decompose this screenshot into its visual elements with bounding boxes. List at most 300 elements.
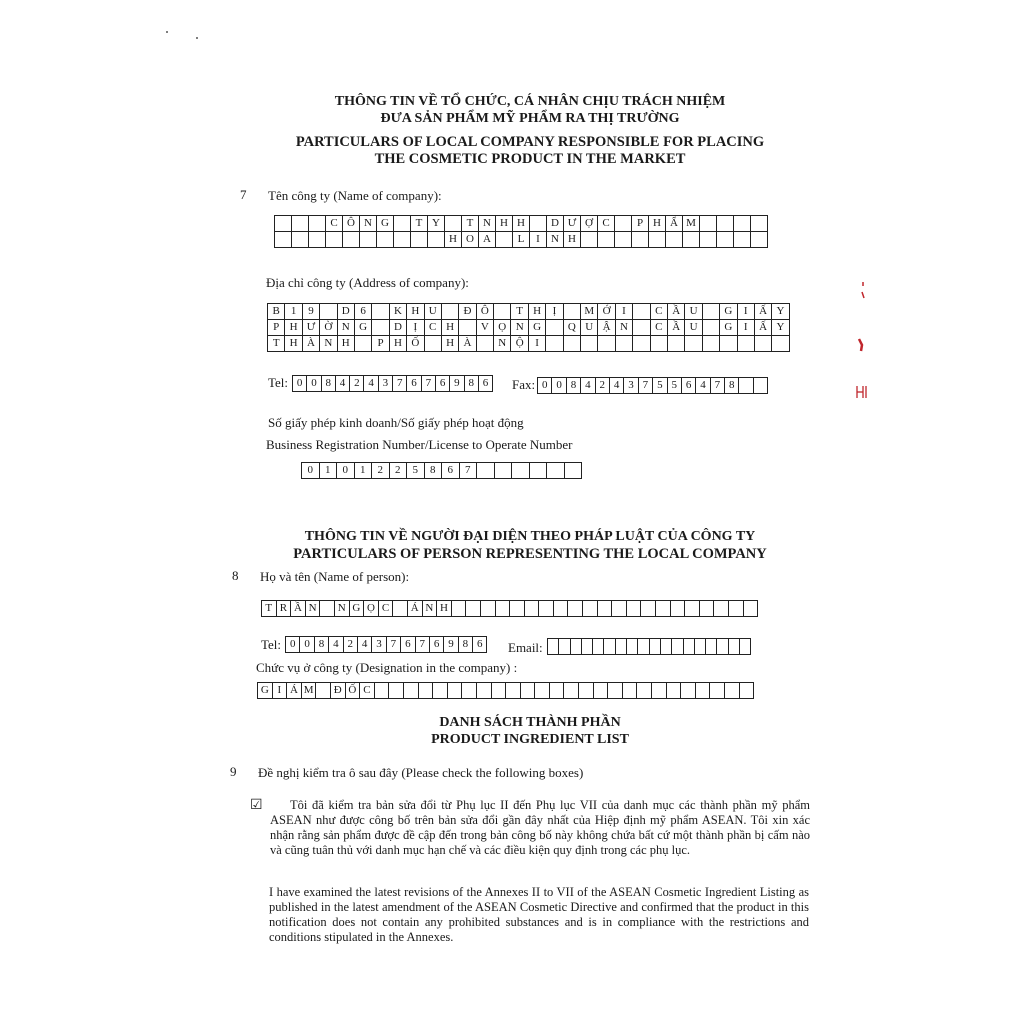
letter-box xyxy=(465,600,481,617)
letter-box xyxy=(553,600,569,617)
letter-box xyxy=(650,335,668,352)
letter-box xyxy=(524,600,540,617)
letter-box xyxy=(393,215,411,232)
letter-box: 5 xyxy=(667,377,682,394)
letter-box xyxy=(432,682,448,699)
letter-box: G xyxy=(257,682,273,699)
letter-box: Ẩ xyxy=(665,215,683,232)
letter-box: Y xyxy=(771,303,789,320)
letter-box: 4 xyxy=(357,636,372,653)
letter-box: 8 xyxy=(458,636,473,653)
letter-box: I xyxy=(615,303,633,320)
letter-box: 5 xyxy=(406,462,425,479)
item-number-9: 9 xyxy=(230,764,237,779)
letter-box: 8 xyxy=(724,377,739,394)
letter-box xyxy=(702,335,720,352)
letter-box: H xyxy=(406,303,424,320)
letter-box: R xyxy=(276,600,292,617)
letter-box: Ư xyxy=(563,215,581,232)
company-title-en-1: PARTICULARS OF LOCAL COMPANY RESPONSIBLE FOR PLACING xyxy=(295,134,765,150)
letter-box: 7 xyxy=(386,636,401,653)
letter-box xyxy=(724,682,740,699)
letter-box xyxy=(754,335,772,352)
letter-box xyxy=(632,303,650,320)
letter-box: G xyxy=(354,319,372,336)
letter-box: Ầ xyxy=(290,600,306,617)
grid-row xyxy=(268,336,790,352)
letter-box xyxy=(597,231,615,248)
letter-box xyxy=(291,231,309,248)
license-label-en: Business Registration Number/License to Operate Number xyxy=(266,437,573,452)
item-number-7: 7 xyxy=(240,187,247,202)
letter-box: 2 xyxy=(389,462,408,479)
letter-box: 6 xyxy=(472,636,487,653)
letter-box: 6 xyxy=(435,375,450,392)
letter-box xyxy=(737,335,755,352)
letter-box: 4 xyxy=(580,377,595,394)
letter-box: 0 xyxy=(551,377,566,394)
letter-box: N xyxy=(319,335,337,352)
letter-box: H xyxy=(436,600,452,617)
letter-box: H xyxy=(441,335,459,352)
letter-box: N xyxy=(510,319,528,336)
letter-box xyxy=(750,215,768,232)
letter-box: P xyxy=(267,319,285,336)
letter-box: Đ xyxy=(330,682,346,699)
grid-row xyxy=(268,304,790,320)
letter-box xyxy=(319,600,335,617)
letter-box: 6 xyxy=(400,636,415,653)
letter-box: 0 xyxy=(285,636,300,653)
letter-box: 4 xyxy=(363,375,378,392)
letter-box xyxy=(582,600,598,617)
letter-box: Ấ xyxy=(754,303,772,320)
letter-box: Ô xyxy=(342,215,360,232)
letter-box xyxy=(359,231,377,248)
letter-box: Á xyxy=(407,600,423,617)
letter-box: 4 xyxy=(335,375,350,392)
letter-box: N xyxy=(615,319,633,336)
letter-box xyxy=(665,231,683,248)
letter-box xyxy=(699,600,715,617)
letter-box: 8 xyxy=(321,375,336,392)
ingredients-title-vi: DANH SÁCH THÀNH PHẦN xyxy=(439,715,621,730)
scan-speck xyxy=(196,37,198,39)
person-name-label: Họ và tên (Name of person): xyxy=(260,569,410,584)
letter-box xyxy=(636,682,652,699)
letter-box xyxy=(371,319,389,336)
letter-box xyxy=(615,335,633,352)
letter-box: I xyxy=(737,319,755,336)
letter-box: 4 xyxy=(695,377,710,394)
letter-box: H xyxy=(528,303,546,320)
letter-box: U xyxy=(580,319,598,336)
letter-box: A xyxy=(478,231,496,248)
letter-box: N xyxy=(334,600,350,617)
letter-box xyxy=(563,682,579,699)
letter-box: 7 xyxy=(710,377,725,394)
letter-box: 4 xyxy=(609,377,624,394)
letter-box: U xyxy=(684,303,702,320)
letter-box: T xyxy=(410,215,428,232)
letter-box xyxy=(626,600,642,617)
declaration-en: I have examined the latest revisions of the Annexes II to VII of the ASEAN Cosmetic Ingredient Listing as published in the latest amendment of the ASEAN Cosmetic Directive and confirmed that the product in this notification does not contain any prohibited substances and is in compliance with the restrictions and conditions stipulated in the Annexes. xyxy=(269,885,809,944)
letter-box xyxy=(534,682,550,699)
letter-box: Ậ xyxy=(597,319,615,336)
letter-box: 1 xyxy=(319,462,338,479)
person-email-label: Email: xyxy=(508,640,543,655)
letter-box: P xyxy=(631,215,649,232)
letter-box: 9 xyxy=(449,375,464,392)
declaration-vi xyxy=(250,798,810,858)
check-instruction: Đề nghị kiểm tra ô sau đây (Please check the following boxes) xyxy=(258,765,584,780)
letter-box xyxy=(458,319,476,336)
designation-label: Chức vụ ở công ty (Designation in the company) : xyxy=(256,660,518,675)
letter-box: 9 xyxy=(443,636,458,653)
letter-box: 7 xyxy=(415,636,430,653)
letter-box xyxy=(476,462,495,479)
item-number-8: 8 xyxy=(232,568,239,583)
letter-box: Ố xyxy=(345,682,361,699)
letter-box: H xyxy=(444,231,462,248)
declaration-vi-text: Tôi đã kiểm tra bản sửa đổi từ Phụ lục II đến Phụ lục VII của danh mục các thành phần mỹ phẩm ASEAN như được công bố trên bản sửa đổi gần đây nhất của Hiệp định mỹ phẩm ASEAN. Tôi xin xác nhận rằng sản phẩm được đề cập đến trong bản công bố này không chứa bất cứ một thành phần bị cấm nào và cũng tuân thủ với danh mục hạn chế và các điều kiện quy định trong các phụ lục. xyxy=(270,798,810,857)
letter-box: 6 xyxy=(429,636,444,653)
letter-box xyxy=(593,682,609,699)
grid-row xyxy=(302,463,582,479)
letter-box xyxy=(670,600,686,617)
grid-row xyxy=(293,376,493,392)
letter-box: H xyxy=(512,215,530,232)
letter-box xyxy=(640,600,656,617)
letter-box: Ầ xyxy=(667,319,685,336)
letter-box xyxy=(493,303,511,320)
letter-box xyxy=(622,682,638,699)
letter-box xyxy=(702,303,720,320)
letter-box: H xyxy=(284,319,302,336)
letter-box: 9 xyxy=(302,303,320,320)
letter-box xyxy=(743,600,759,617)
letter-box xyxy=(680,682,696,699)
letter-box: Ư xyxy=(302,319,320,336)
letter-box: 0 xyxy=(301,462,320,479)
letter-box xyxy=(651,682,667,699)
letter-box: Ấ xyxy=(754,319,772,336)
letter-box xyxy=(451,600,467,617)
letter-box xyxy=(702,319,720,336)
letter-box xyxy=(563,303,581,320)
letter-box: O xyxy=(461,231,479,248)
letter-box: N xyxy=(493,335,511,352)
ingredients-title-en: PRODUCT INGREDIENT LIST xyxy=(431,732,629,747)
letter-box: 0 xyxy=(306,375,321,392)
grid-row xyxy=(548,639,751,655)
letter-box: N xyxy=(305,600,321,617)
letter-box: M xyxy=(580,303,598,320)
letter-box xyxy=(682,231,700,248)
letter-box xyxy=(545,319,563,336)
letter-box xyxy=(549,682,565,699)
letter-box: N xyxy=(546,231,564,248)
grid-row xyxy=(262,601,758,617)
letter-box xyxy=(728,600,744,617)
letter-box xyxy=(403,682,419,699)
letter-box: Q xyxy=(563,319,581,336)
letter-box xyxy=(564,462,583,479)
letter-box xyxy=(410,231,428,248)
scan-speck xyxy=(166,31,168,33)
letter-box xyxy=(444,215,462,232)
letter-box: U xyxy=(684,319,702,336)
letter-box: T xyxy=(510,303,528,320)
grid-row xyxy=(538,378,768,394)
letter-box: 2 xyxy=(343,636,358,653)
stamp-fragment xyxy=(856,337,866,353)
letter-box xyxy=(545,335,563,352)
letter-box xyxy=(538,600,554,617)
letter-box: I xyxy=(529,231,547,248)
letter-box xyxy=(716,215,734,232)
stamp-fragment xyxy=(858,280,868,302)
letter-box: 1 xyxy=(284,303,302,320)
letter-box xyxy=(648,231,666,248)
letter-box: 5 xyxy=(652,377,667,394)
letter-box: I xyxy=(528,335,546,352)
letter-box xyxy=(666,682,682,699)
letter-box xyxy=(631,231,649,248)
letter-box xyxy=(546,462,565,479)
letter-box: 0 xyxy=(336,462,355,479)
letter-box xyxy=(580,231,598,248)
letter-box xyxy=(495,231,513,248)
letter-box xyxy=(753,377,768,394)
company-title-vi-1: THÔNG TIN VỀ TỔ CHỨC, CÁ NHÂN CHỊU TRÁCH NHIỆM xyxy=(334,94,726,109)
letter-box: Y xyxy=(771,319,789,336)
letter-box: D xyxy=(337,303,355,320)
letter-box xyxy=(684,600,700,617)
letter-box: G xyxy=(528,319,546,336)
grid-row xyxy=(275,232,768,248)
letter-box xyxy=(713,600,729,617)
letter-box: 0 xyxy=(292,375,307,392)
letter-box xyxy=(371,303,389,320)
letter-box xyxy=(614,215,632,232)
letter-box: 8 xyxy=(566,377,581,394)
letter-box: L xyxy=(512,231,530,248)
letter-box xyxy=(529,462,548,479)
letter-box xyxy=(291,215,309,232)
letter-box: H xyxy=(648,215,666,232)
person-title-en: PARTICULARS OF PERSON REPRESENTING THE LOCAL COMPANY xyxy=(293,546,767,562)
letter-box xyxy=(308,215,326,232)
letter-box xyxy=(632,319,650,336)
letter-box: Ầ xyxy=(667,303,685,320)
letter-box: Ọ xyxy=(363,600,379,617)
letter-box: 7 xyxy=(392,375,407,392)
letter-box: V xyxy=(476,319,494,336)
grid-row xyxy=(286,637,487,653)
grid-row xyxy=(258,683,754,699)
letter-box xyxy=(392,600,408,617)
letter-box xyxy=(388,682,404,699)
letter-box: 6 xyxy=(681,377,696,394)
letter-box xyxy=(476,335,494,352)
stamp-fragment xyxy=(854,383,868,403)
letter-box: G xyxy=(349,600,365,617)
letter-box: T xyxy=(267,335,285,352)
company-title-en-2: THE COSMETIC PRODUCT IN THE MARKET xyxy=(374,151,686,167)
letter-box: P xyxy=(371,335,389,352)
letter-box xyxy=(719,335,737,352)
letter-box xyxy=(342,231,360,248)
letter-box: 7 xyxy=(459,462,478,479)
letter-box xyxy=(655,600,671,617)
letter-box: 2 xyxy=(595,377,610,394)
letter-box: C xyxy=(597,215,615,232)
grid-row xyxy=(275,216,768,232)
letter-box: C xyxy=(650,319,668,336)
company-name-grid xyxy=(275,216,768,248)
letter-box xyxy=(520,682,536,699)
letter-box xyxy=(684,335,702,352)
letter-box xyxy=(476,682,492,699)
letter-box xyxy=(699,231,717,248)
letter-box: C xyxy=(359,682,375,699)
person-title-vi: THÔNG TIN VỀ NGƯỜI ĐẠI DIỆN THEO PHÁP LUẬT CỦA CÔNG TY xyxy=(304,529,756,544)
letter-box: 0 xyxy=(537,377,552,394)
letter-box: 0 xyxy=(299,636,314,653)
letter-box: 3 xyxy=(378,375,393,392)
letter-box xyxy=(441,303,459,320)
letter-box: 7 xyxy=(638,377,653,394)
letter-box xyxy=(611,600,627,617)
letter-box xyxy=(418,682,434,699)
letter-box: 6 xyxy=(354,303,372,320)
letter-box: 6 xyxy=(441,462,460,479)
letter-box: H xyxy=(389,335,407,352)
letter-box: I xyxy=(737,303,755,320)
letter-box: 8 xyxy=(314,636,329,653)
letter-box xyxy=(578,682,594,699)
letter-box: Ố xyxy=(406,335,424,352)
company-name-label: Tên công ty (Name of company): xyxy=(268,188,442,203)
letter-box xyxy=(274,215,292,232)
letter-box xyxy=(567,600,583,617)
letter-box xyxy=(733,215,751,232)
letter-box xyxy=(491,682,507,699)
letter-box xyxy=(427,231,445,248)
letter-box xyxy=(274,231,292,248)
letter-box xyxy=(325,231,343,248)
letter-box: Ọ xyxy=(493,319,511,336)
letter-box: N xyxy=(478,215,496,232)
letter-box xyxy=(632,335,650,352)
letter-box: 1 xyxy=(354,462,373,479)
letter-box: Đ xyxy=(458,303,476,320)
letter-box: H xyxy=(284,335,302,352)
letter-box: G xyxy=(376,215,394,232)
letter-box xyxy=(750,231,768,248)
letter-box: Ớ xyxy=(597,303,615,320)
letter-box: À xyxy=(458,335,476,352)
letter-box: Ờ xyxy=(319,319,337,336)
letter-box: 2 xyxy=(371,462,390,479)
person-tel-field xyxy=(286,637,487,653)
letter-box: N xyxy=(337,319,355,336)
letter-box xyxy=(716,231,734,248)
letter-box: I xyxy=(272,682,288,699)
letter-box: 7 xyxy=(421,375,436,392)
letter-box xyxy=(393,231,411,248)
company-tel-field xyxy=(293,376,493,392)
letter-box xyxy=(563,335,581,352)
letter-box: N xyxy=(422,600,438,617)
checkbox-checked-icon[interactable]: ☑ xyxy=(250,798,263,813)
letter-box: M xyxy=(301,682,317,699)
person-name-field xyxy=(262,601,758,617)
letter-box: Ộ xyxy=(510,335,528,352)
letter-box xyxy=(480,600,496,617)
designation-field xyxy=(258,683,754,699)
letter-box: M xyxy=(682,215,700,232)
letter-box xyxy=(699,215,717,232)
letter-box xyxy=(580,335,598,352)
license-label-vi: Số giấy phép kinh doanh/Số giấy phép hoạt động xyxy=(268,415,524,430)
letter-box xyxy=(667,335,685,352)
company-address-grid xyxy=(268,304,790,352)
letter-box: H xyxy=(495,215,513,232)
letter-box xyxy=(319,303,337,320)
letter-box: H xyxy=(563,231,581,248)
letter-box xyxy=(424,335,442,352)
letter-box: 3 xyxy=(371,636,386,653)
letter-box xyxy=(739,638,751,655)
letter-box xyxy=(308,231,326,248)
letter-box: Ị xyxy=(406,319,424,336)
letter-box: G xyxy=(719,319,737,336)
company-fax-field xyxy=(538,378,768,394)
letter-box: H xyxy=(441,319,459,336)
letter-box: Ô xyxy=(476,303,494,320)
letter-box xyxy=(614,231,632,248)
letter-box: 8 xyxy=(464,375,479,392)
letter-box: C xyxy=(325,215,343,232)
letter-box xyxy=(739,682,755,699)
letter-box xyxy=(738,377,753,394)
letter-box xyxy=(494,462,513,479)
letter-box: T xyxy=(461,215,479,232)
letter-box xyxy=(597,335,615,352)
letter-box: 6 xyxy=(406,375,421,392)
letter-box: 6 xyxy=(478,375,493,392)
letter-box xyxy=(354,335,372,352)
letter-box: Ợ xyxy=(580,215,598,232)
company-tel-label: Tel: xyxy=(268,375,289,390)
letter-box xyxy=(511,462,530,479)
letter-box: G xyxy=(719,303,737,320)
letter-box: C xyxy=(378,600,394,617)
letter-box xyxy=(695,682,711,699)
letter-box: 4 xyxy=(328,636,343,653)
letter-box: C xyxy=(650,303,668,320)
letter-box xyxy=(733,231,751,248)
letter-box xyxy=(505,682,521,699)
letter-box xyxy=(376,231,394,248)
letter-box xyxy=(447,682,463,699)
letter-box: U xyxy=(424,303,442,320)
company-title-vi-2: ĐƯA SẢN PHẨM MỸ PHẨM RA THỊ TRƯỜNG xyxy=(380,111,680,126)
letter-box xyxy=(597,600,613,617)
letter-box: K xyxy=(389,303,407,320)
